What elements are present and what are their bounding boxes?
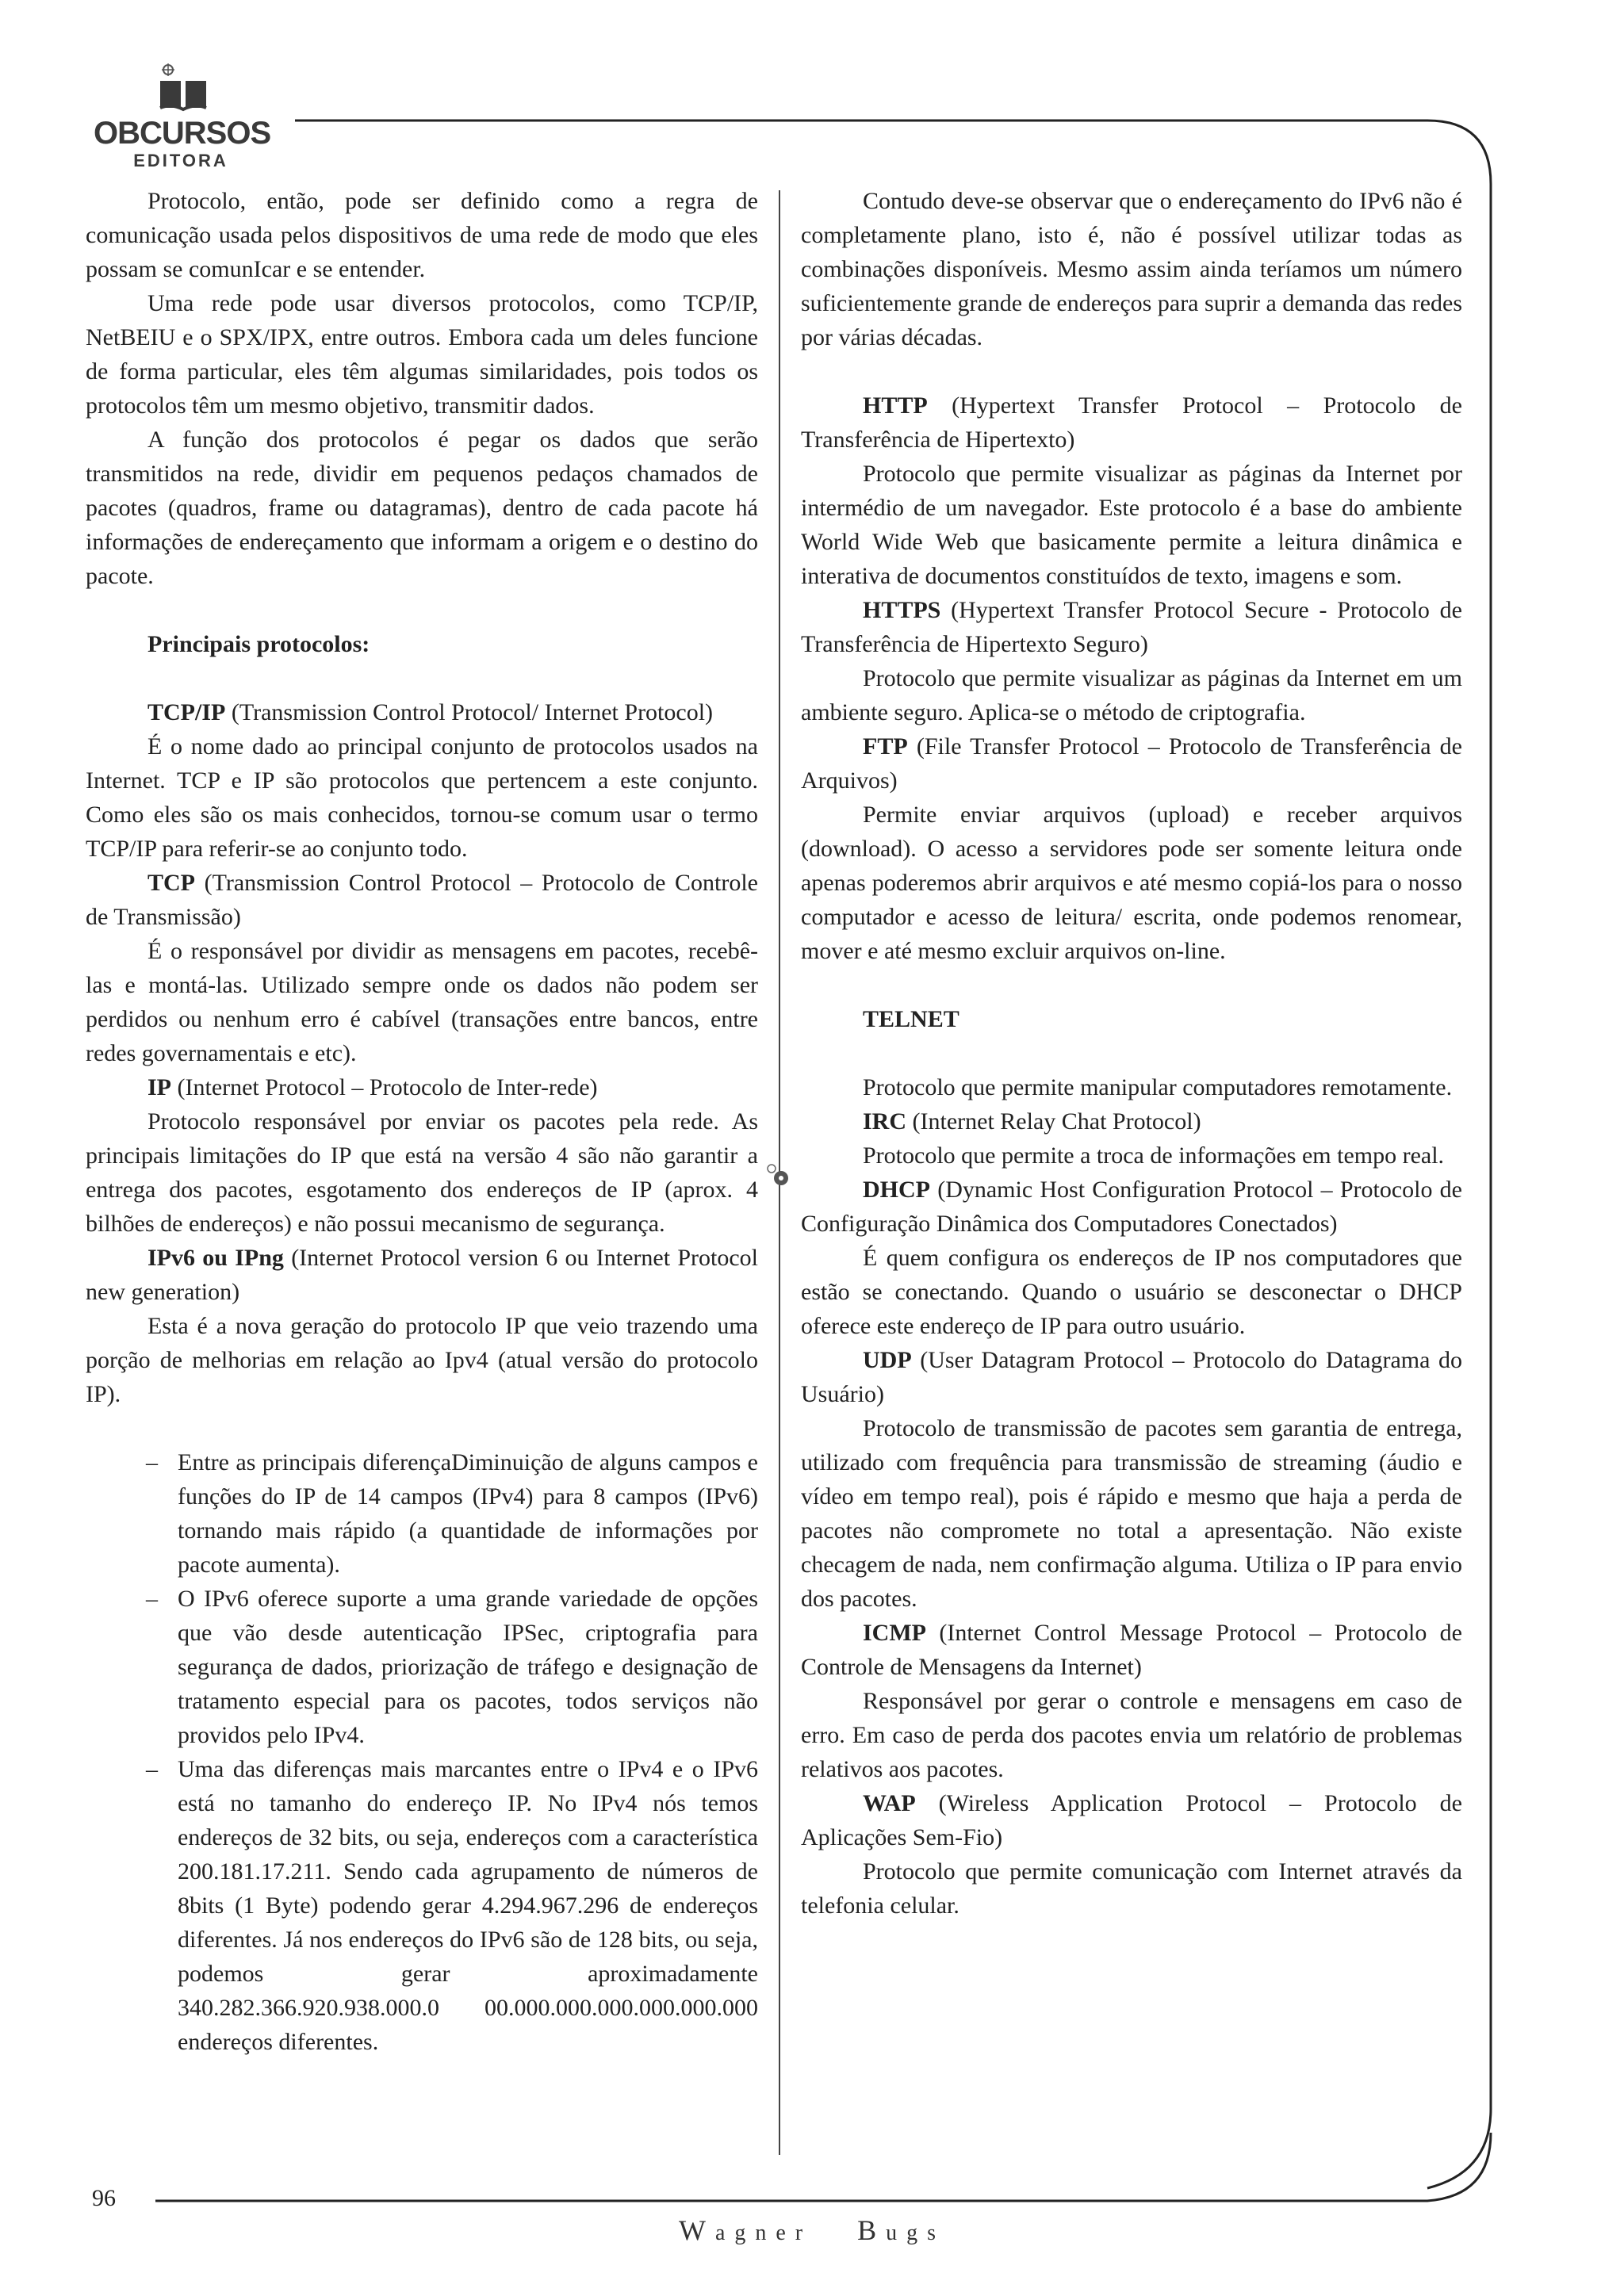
logo-brand-text: OBCURSOS xyxy=(94,116,271,151)
paragraph: Esta é a nova geração do protocolo IP que veio trazendo uma porção de melhorias em relação ao Ipv4 (atual versão do protocolo IP). xyxy=(86,1313,758,1407)
protocol-heading-udp xyxy=(801,1343,1462,1411)
protocol-heading-tcpip xyxy=(86,695,758,729)
author-first-rest: agner xyxy=(714,2221,813,2245)
list-item-text: O IPv6 oferece suporte a uma grande variedade de opções que vão desde autenticação IPSec, criptografia para segurança de dados, priorização de tráfego e designação de tratamento especial para os pacotes, todos serviços não providos pelo IPv4. xyxy=(178,1586,758,1748)
protocol-name: DHCP xyxy=(863,1177,930,1203)
left-column xyxy=(86,184,758,2059)
protocol-name: HTTP xyxy=(863,392,928,419)
protocol-heading-telnet: TELNET xyxy=(863,1006,959,1032)
protocol-name: ICMP xyxy=(863,1620,926,1646)
dash-bullet: – xyxy=(146,1586,158,1612)
paragraph: Contudo deve-se observar que o endereçamento do IPv6 não é completamente plano, isto é, não é possível utilizar todas as combinações disponíveis. Mesmo assim ainda teríamos um número suficientemente grande de endereços para suprir a demanda das redes por várias décadas. xyxy=(801,188,1462,350)
protocol-full-name: (Internet Relay Chat Protocol) xyxy=(906,1108,1201,1135)
dash-bullet: – xyxy=(146,1756,158,1782)
paragraph: Protocolo que permite visualizar as páginas da Internet por intermédio de um navegador. Este protocolo é a base do ambiente World Wide Web que basicamente permite a leitura dinâmica e interativa de documentos constituídos de texto, imagens e som. xyxy=(801,461,1462,589)
paragraph: Permite enviar arquivos (upload) e receber arquivos (download). O acesso a servidores pode ser somente leitura onde apenas poderemos abrir arquivos e até mesmo copiá-los para o nosso computador e acesso de leitura/ escrita, onde podemos renomear, mover e até mesmo excluir arquivos on-line. xyxy=(801,802,1462,964)
protocol-name: FTP xyxy=(863,733,908,760)
protocol-name: IRC xyxy=(863,1108,907,1135)
protocol-full-name: (Internet Protocol version 6 ou Internet Protocol new generation) xyxy=(86,1245,758,1305)
publisher-logo xyxy=(94,63,271,174)
section-title: Principais protocolos: xyxy=(147,631,370,657)
book-logo-icon xyxy=(155,63,211,114)
dash-bullet: – xyxy=(146,1449,158,1475)
protocol-full-name: (Hypertext Transfer Protocol – Protocolo de Transferência de Hipertexto) xyxy=(801,392,1462,453)
paragraph: É quem configura os endereços de IP nos computadores que estão se conectando. Quando o usuário se desconectar o DHCP oferece este endereço de IP para outro usuário. xyxy=(801,1245,1462,1339)
protocol-full-name: (Dynamic Host Configuration Protocol – Protocolo de Configuração Dinâmica dos Computadores Conectados) xyxy=(801,1177,1462,1237)
protocol-name: WAP xyxy=(863,1790,916,1816)
protocol-heading-irc xyxy=(801,1104,1462,1138)
bullet-list xyxy=(86,1445,758,2059)
author-last-rest: ugs xyxy=(886,2221,946,2245)
protocol-full-name: (Transmission Control Protocol/ Internet Protocol) xyxy=(225,699,714,725)
protocol-full-name: (Wireless Application Protocol – Protocolo de Aplicações Sem-Fio) xyxy=(801,1790,1462,1850)
protocol-heading-https xyxy=(801,593,1462,661)
paragraph: É o nome dado ao principal conjunto de protocolos usados na Internet. TCP e IP são protocolos que pertencem a este conjunto. Como eles são os mais conhecidos, tornou-se comum usar o termo TCP/IP para referir-se ao conjunto todo. xyxy=(86,733,758,862)
right-column xyxy=(801,184,1462,1923)
list-item xyxy=(86,1445,758,1582)
page-number: 96 xyxy=(92,2185,116,2211)
paragraph: Protocolo que permite comunicação com Internet através da telefonia celular. xyxy=(801,1858,1462,1919)
paragraph: Protocolo responsável por enviar os pacotes pela rede. As principais limitações do IP que está na versão 4 são não garantir a entrega dos pacotes, esgotamento dos endereços de IP (aprox. 4 bilhões de endereços) e não possui mecanismo de segurança. xyxy=(86,1108,758,1237)
paragraph: É o responsável por dividir as mensagens em pacotes, recebê-las e montá-las. Utilizado sempre onde os dados não podem ser perdidos ou nenhum erro é cabível (transações entre bancos, entre redes governamentais e etc). xyxy=(86,938,758,1066)
protocol-name: HTTPS xyxy=(863,597,941,623)
protocol-name: IPv6 ou IPng xyxy=(147,1245,284,1271)
list-item xyxy=(86,1752,758,2059)
protocol-heading-http xyxy=(801,388,1462,457)
protocol-heading-ip xyxy=(86,1070,758,1104)
protocol-heading-icmp xyxy=(801,1616,1462,1684)
author-initial: W xyxy=(678,2214,715,2246)
list-item-text: Uma das diferenças mais marcantes entre o IPv4 e o IPv6 está no tamanho do endereço IP. No IPv4 nós temos endereços de 32 bits, ou seja, endereços com a característica 200.181.17.211. Sendo cada agrupamento de números de 8bits (1 Byte) podendo gerar 4.294.967.296 de endereços diferentes. Já nos endereços do IPv6 são de 128 bits, ou seja, podemos gerar aproximadamente 340.282.366.920.938.000.0 00.000.000.000.000.000.000 endereços diferentes. xyxy=(178,1756,758,2055)
paragraph: Protocolo que permite a troca de informações em tempo real. xyxy=(863,1142,1445,1169)
protocol-name: IP xyxy=(147,1074,171,1100)
paragraph: Protocolo de transmissão de pacotes sem garantia de entrega, utilizado com frequência para transmissão de streaming (áudio e vídeo em tempo real), pois é rápido e mesmo que haja a perda de pacotes não compromete no total a apresentação. Não existe checagem de nada, nem confirmação alguma. Utiliza o IP para envio dos pacotes. xyxy=(801,1415,1462,1612)
paragraph: Responsável por gerar o controle e mensagens em caso de erro. Em caso de perda dos pacotes envia um relatório de problemas relativos aos pacotes. xyxy=(801,1688,1462,1782)
protocol-heading-tcp xyxy=(86,866,758,934)
frame-bottom-line xyxy=(155,2133,1491,2201)
logo-sub-text: EDITORA xyxy=(133,151,228,170)
protocol-name: TCP/IP xyxy=(147,699,226,725)
protocol-heading-wap xyxy=(801,1786,1462,1854)
protocol-heading-ftp xyxy=(801,729,1462,798)
author-initial: B xyxy=(857,2214,887,2246)
list-item-text: Entre as principais diferençaDiminuição de alguns campos e funções do IP de 14 campos (IPv4) para 8 campos (IPv6) tornando mais rápido (a quantidade de informações por pacote aumenta). xyxy=(178,1449,758,1578)
list-item xyxy=(86,1582,758,1752)
paragraph: Protocolo que permite visualizar as páginas da Internet em um ambiente seguro. Aplica-se o método de criptografia. xyxy=(801,665,1462,725)
protocol-full-name: (Internet Control Message Protocol – Protocolo de Controle de Mensagens da Internet) xyxy=(801,1620,1462,1680)
protocol-heading-ipv6 xyxy=(86,1241,758,1309)
protocol-full-name: (Transmission Control Protocol – Protocolo de Controle de Transmissão) xyxy=(86,870,758,930)
author-name xyxy=(0,2214,1624,2247)
paragraph: Protocolo, então, pode ser definido como a regra de comunicação usada pelos dispositivos de uma rede de modo que eles possam se comunIcar e se entender. xyxy=(86,188,758,282)
paragraph: Protocolo que permite manipular computadores remotamente. xyxy=(863,1074,1453,1100)
protocol-heading-dhcp xyxy=(801,1173,1462,1241)
protocol-full-name: (File Transfer Protocol – Protocolo de Transferência de Arquivos) xyxy=(801,733,1462,794)
protocol-name: UDP xyxy=(863,1347,912,1373)
paragraph: Uma rede pode usar diversos protocolos, como TCP/IP, NetBEIU e o SPX/IPX, entre outros. Embora cada um deles funcione de forma particular, eles têm algumas similaridades, pois todos os protocolos têm um mesmo objetivo, transmitir dados. xyxy=(86,290,758,419)
protocol-full-name: (User Datagram Protocol – Protocolo do Datagrama do Usuário) xyxy=(801,1347,1462,1407)
protocol-full-name: (Internet Protocol – Protocolo de Inter-rede) xyxy=(171,1074,598,1100)
paragraph: A função dos protocolos é pegar os dados que serão transmitidos na rede, dividir em pequenos pedaços chamados de pacotes (quadros, frame ou datagramas), dentro de cada pacote há informações de endereçamento que informam a origem e o destino do pacote. xyxy=(86,427,758,589)
gear-ornament-icon xyxy=(765,1162,792,1189)
protocol-full-name: (Hypertext Transfer Protocol Secure - Protocolo de Transferência de Hipertexto Seguro) xyxy=(801,597,1462,657)
protocol-name: TCP xyxy=(147,870,195,896)
